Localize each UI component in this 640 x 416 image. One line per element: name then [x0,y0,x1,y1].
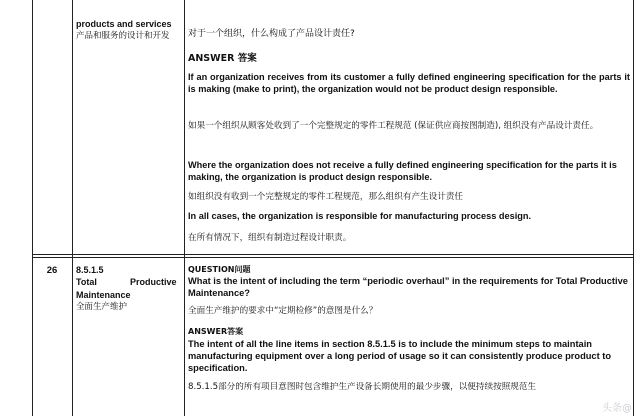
row2-answer-cn: 8.5.1.5部分的所有项目意图时包含维护生产设备长期使用的最少步骤，以便持续按照规范生 [188,382,537,392]
row2-clause-en-1: Total [76,277,97,287]
row2-answer-en: The intent of all the line items in section 8.5.1.5 is to include the minimum steps to maintain manufacturing equipment over a long period of usage so it can consistently produce product to specification. [188,339,612,373]
row1-answer-para-2-en: Where the organization does not receive a fully defined engineering specification for the parts it is making, the organization is product design responsible. [188,160,617,182]
row-separator [32,254,634,255]
row2-clause-en-3: Maintenance [76,290,131,300]
table-border-right [633,0,634,416]
row1-answer-heading: ANSWER 答案 [188,53,257,64]
row2-answer-heading: ANSWER答案 [188,327,244,336]
table-divider-clause [184,0,185,416]
table-border-left [32,0,33,416]
row1-clause-cn: 产品和服务的设计和开发 [76,31,170,41]
row-separator-double [32,257,634,258]
row2-question-cn: 全面生产维护的要求中“定期检修”的意图是什么？ [188,306,378,316]
row2-clause-cn: 全面生产维护 [76,302,128,312]
row1-answer-para-3-cn: 在所有情况下，组织有制造过程设计职责。 [188,233,352,243]
row1-answer-para-2-cn: 如组织没有收到一个完整规定的零件工程规范，那么组织有产生设计责任 [188,192,464,202]
row2-question-en: What is the intent of including the term “periodic overhaul” in the requirements for Total Productive Maintenance? [188,276,628,298]
row1-question-cn: 对于一个组织，什么构成了产品设计责任? [188,29,355,39]
row2-clause-code: 8.5.1.5 [76,265,104,275]
row2-item-number: 26 [46,265,58,276]
row1-clause-en: products and services [76,19,172,29]
row2-question-heading: QUESTION问题 [188,265,251,274]
row1-answer-para-1-cn: 如果一个组织从顾客处收到了一个完整规定的零件工程规范 (保证供应商按图制造), 组织没有产品设计责任。 [188,121,599,131]
watermark: 头条@ [602,403,632,414]
row1-answer-para-3-en: In all cases, the organization is responsible for manufacturing process design. [188,211,532,221]
row2-clause-en-2: Productive [130,277,177,287]
row1-answer-para-1-en: If an organization receives from its customer a fully defined engineering specification for the parts it is making (make to print), the organization would not be product design responsible. [188,72,630,94]
table-divider-number [72,0,73,416]
